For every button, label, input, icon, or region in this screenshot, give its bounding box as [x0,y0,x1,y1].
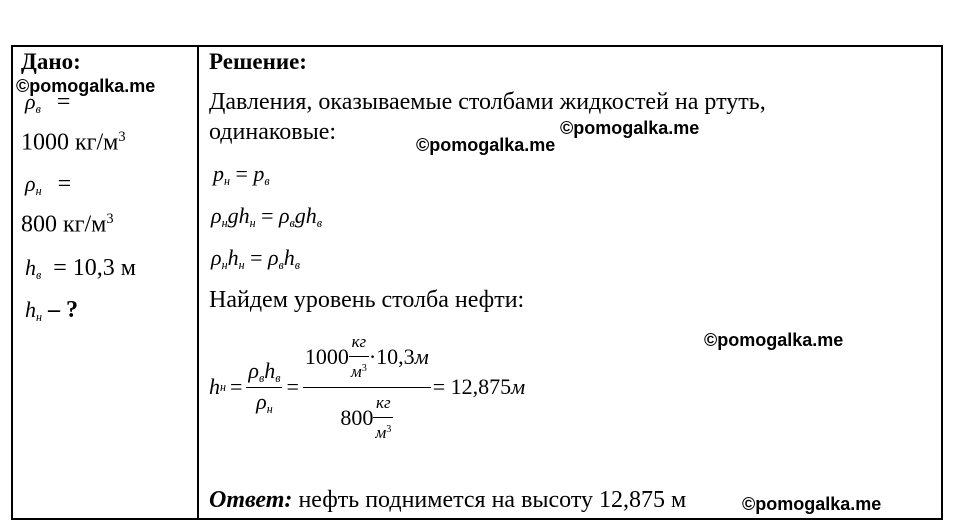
given-h-oil-unknown: $h_н$ – ? [25,297,78,325]
given-rho-water: $\rho_в$ = [25,89,71,117]
solution-intro-line2: одинаковые: [209,119,337,145]
solution-intro-line1: Давления, оказываемые столбами жидкостей на ртуть, [209,89,766,115]
answer-line [209,487,686,514]
equation-pressure: $p_н = p_в$ [213,161,270,189]
watermark-1: ©pomogalka.me [16,76,156,96]
given-heading: Дано: [21,49,81,74]
watermark-2: ©pomogalka.me [560,118,700,138]
column-divider [197,47,199,518]
solution-table [11,45,943,520]
watermark-4: ©pomogalka.me [704,330,844,350]
watermark-5: ©pomogalka.me [742,494,882,514]
equation-rho-h: $\rho_нh_н = \rho_вh_в$ [211,245,301,273]
watermark-3: ©pomogalka.me [416,135,556,155]
answer-text: нефть поднимется на высоту 12,875 м [298,487,687,513]
given-rho-oil: $\rho_н$ = [25,171,72,199]
equation-rho-g-h: $\rho_нgh_н = \rho_вgh_в$ [211,203,323,231]
find-oil-level-text: Найдем уровень столба нефти: [209,287,525,313]
given-rho-water-value: 1000 $кг/м^3$ [21,129,126,156]
given-h-water: $h_в = 10,3$ м [25,255,136,283]
answer-label: Ответ: [209,487,293,513]
solution-heading: Решение: [209,49,307,74]
numeric-fraction: 1000 $\frac{кг}{м^3}$ ·10,3 м 800 $\frac{кг}{м^3}$ [304,332,429,442]
given-rho-oil-value: 800 $кг/м^3$ [21,211,114,238]
ratio-fraction: $\frac{\rho_вh_в}{\rho_н}$ [248,358,281,416]
final-formula: h н = $\frac{\rho_вh_в}{\rho_н}$ = 1000 $\frac{кг}{м^3}$ ·10,3 м 800 $\frac{кг}{м^3}$ = 12,875 м [209,332,526,442]
